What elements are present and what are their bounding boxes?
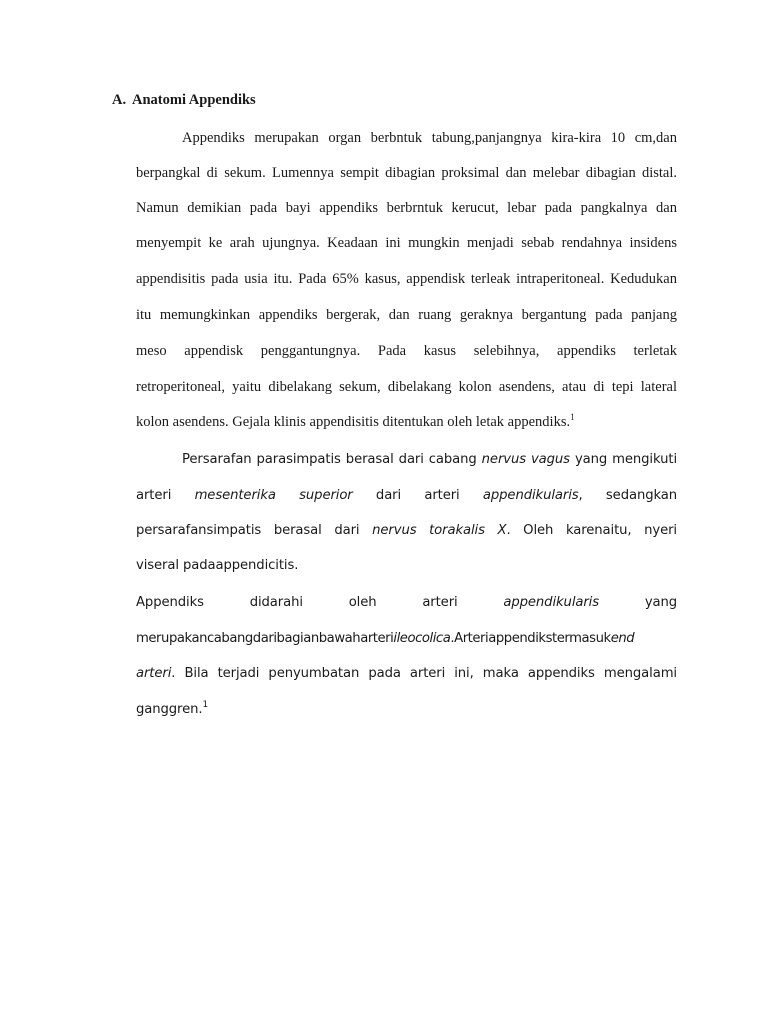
paragraph-line: viseral padaappendicitis. [136, 558, 299, 573]
text-run: arteri [424, 488, 460, 503]
footnote-marker: 1 [570, 412, 575, 422]
paragraph-line [136, 486, 677, 506]
text-run: yang [644, 595, 677, 610]
text-run: arteri [136, 488, 172, 503]
paragraph-line: Appendiks merupakan organ berbntuk tabung,panjangnya kira-kira 10 cm,dan [182, 130, 677, 146]
italic-term: ileocolica [393, 631, 451, 646]
text-run: , sedangkan [578, 488, 677, 503]
paragraph-line [136, 521, 677, 541]
text-run: . Bila terjadi penyumbatan pada arteri ini, maka appendiks mengalami [171, 666, 677, 681]
italic-term: superior [299, 488, 353, 503]
paragraph-line [182, 450, 677, 470]
text-run: persarafansimpatis berasal dari [136, 523, 373, 538]
italic-term: nervus torakalis X [372, 523, 507, 538]
paragraph-line: itu memungkinkan appendiks bergerak, dan ruang geraknya bergantung pada panjang [136, 307, 677, 323]
paragraph-line: meso appendisk penggantungnya. Pada kasus selebihnya, appendiks terletak [136, 343, 677, 359]
paragraph-line [136, 593, 677, 613]
italic-term: appendikularis [482, 488, 579, 503]
text-run: merupakancabangdaribagianbawaharteri [136, 631, 394, 646]
text-run: .Arteriappendikstermasuk [450, 631, 611, 646]
text-run: dari [375, 488, 402, 503]
italic-term: mesenterika [194, 488, 276, 503]
section-title: Anatomi Appendiks [132, 92, 256, 108]
text-run: Persarafan parasimpatis berasal dari cabang [182, 452, 482, 467]
text-run: Appendiks [136, 595, 204, 610]
paragraph-line: appendisitis pada usia itu. Pada 65% kasus, appendisk terleak intraperitoneal. Kedudukan [136, 271, 677, 287]
section-number: A. [112, 92, 127, 108]
italic-term: end [610, 631, 635, 646]
italic-term: appendikularis [503, 595, 600, 610]
paragraph-line: Namun demikian pada bayi appendiks berbrntuk kerucut, lebar pada pangkalnya dan [136, 200, 677, 216]
text-run: . Oleh karenaitu, nyeri [506, 523, 677, 538]
paragraph-line [136, 629, 677, 649]
text-run: ganggren. [136, 702, 203, 717]
paragraph-line [136, 664, 677, 684]
paragraph-line [136, 700, 677, 720]
text-run: arteri [422, 595, 458, 610]
paragraph-line [136, 412, 677, 432]
text-run: yang mengikuti [569, 452, 677, 467]
paragraph-line-text: kolon asendens. Gejala klinis appendisitis ditentukan oleh letak appendiks. [136, 414, 571, 430]
paragraph-line: menyempit ke arah ujungnya. Keadaan ini mungkin menjadi sebab rendahnya insidens [136, 235, 677, 251]
paragraph-line: berpangkal di sekum. Lumennya sempit dibagian proksimal dan melebar dibagian distal. [136, 165, 677, 181]
italic-term: nervus vagus [481, 452, 570, 467]
section-heading [112, 92, 256, 109]
text-run: oleh [348, 595, 377, 610]
footnote-marker: 1 [202, 700, 209, 710]
text-run: didarahi [249, 595, 303, 610]
paragraph-line: retroperitoneal, yaitu dibelakang sekum, dibelakang kolon asendens, atau di tepi lateral [136, 379, 677, 395]
italic-term: arteri [136, 666, 172, 681]
